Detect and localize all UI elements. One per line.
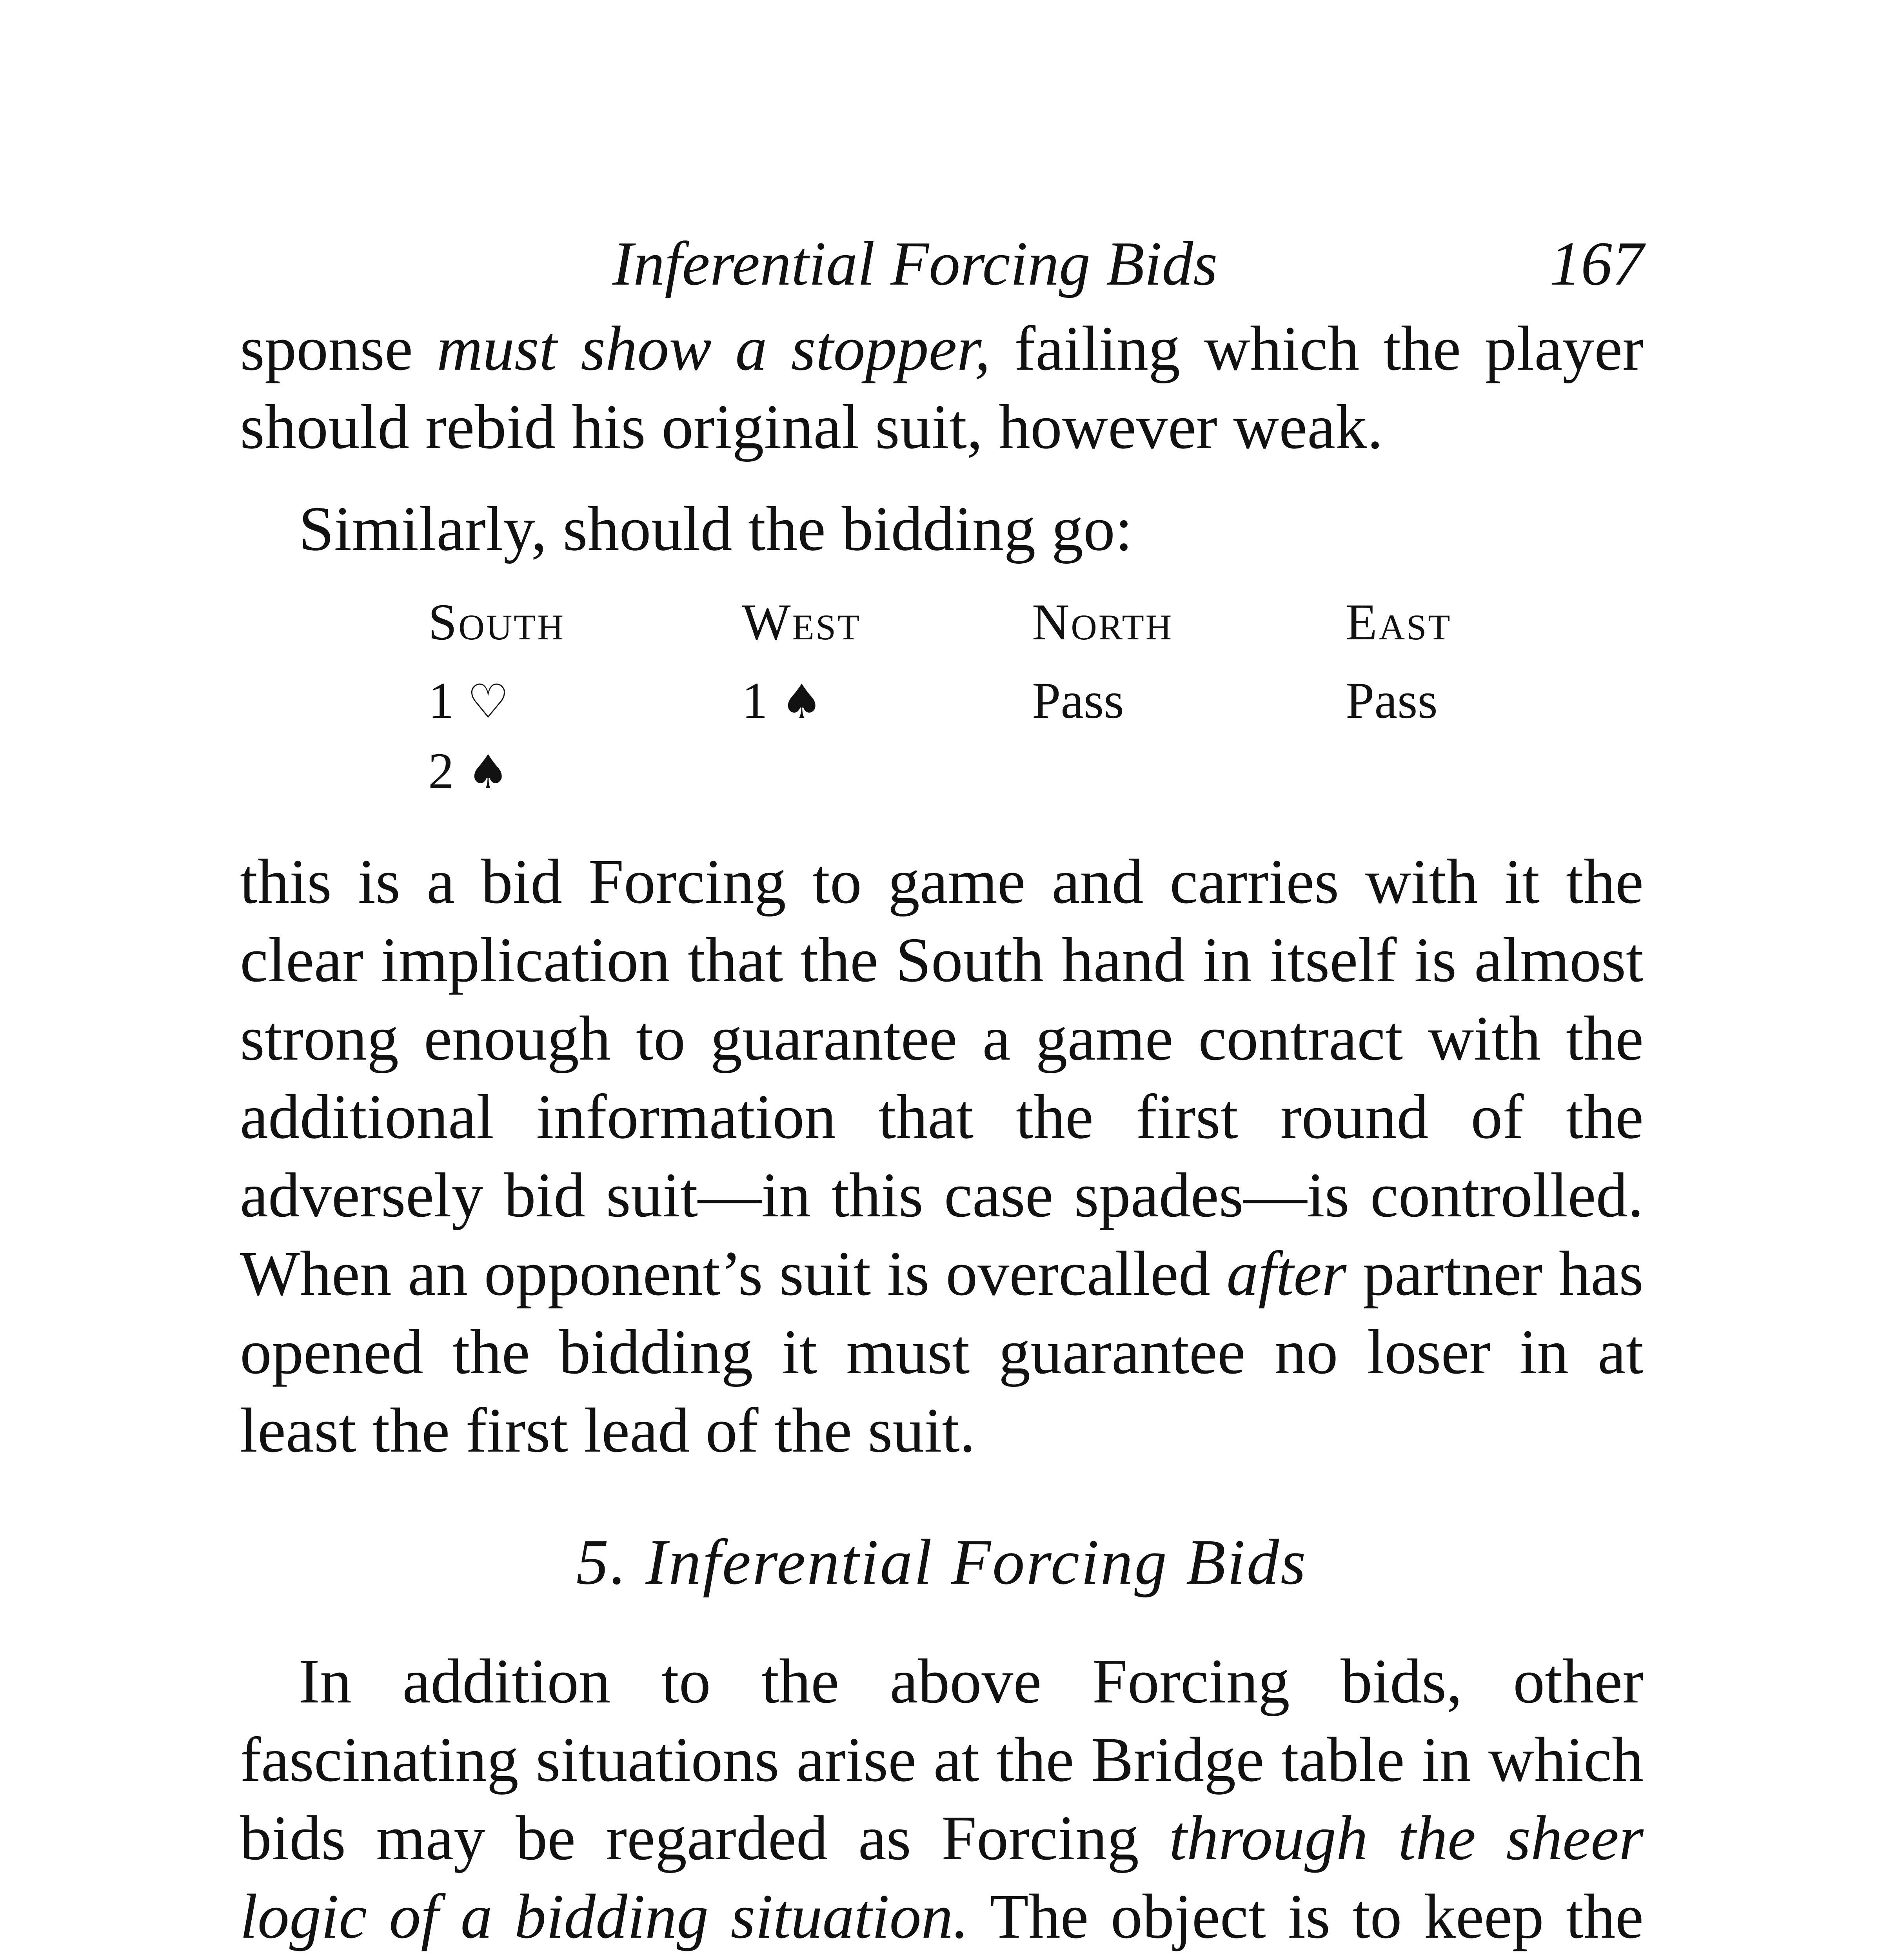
paragraph-4-text: In addition to the above Forcing bids, other fascinating situations arise at the Bridge table in which bids may be regarded as Forcing — [240, 1646, 1644, 1873]
paragraph-3-end: partner has opened the bidding it must guarantee no loser in at least the first lead of the suit. — [240, 1239, 1644, 1466]
paragraph-1 — [240, 310, 1644, 466]
header-west: West — [742, 593, 861, 651]
page-number: 167 — [1549, 229, 1644, 298]
paragraph-1-start: sponse — [240, 314, 437, 384]
bid-west-1 — [742, 670, 823, 730]
bid-level: 2 — [428, 742, 454, 800]
book-page — [240, 220, 1644, 1960]
paragraph-3-emphasis: after — [1226, 1239, 1347, 1309]
paragraph-4 — [240, 1642, 1644, 1960]
section-heading: 5. Inferential Forcing Bids — [576, 1526, 1308, 1598]
paragraph-1-end: failing which the player should rebid his original suit, however weak. — [240, 314, 1644, 462]
paragraph-4-end: The object is to keep the — [990, 1882, 1644, 1952]
spade-icon: ♠ — [781, 675, 823, 729]
bid-east-1: Pass — [1346, 671, 1438, 729]
header-south: South — [428, 593, 565, 651]
header-north: North — [1032, 593, 1173, 651]
bid-north-1: Pass — [1032, 671, 1124, 729]
running-title: Inferential Forcing Bids — [612, 229, 1218, 298]
bid-south-2 — [428, 741, 509, 801]
paragraph-3 — [240, 843, 1644, 1470]
paragraph-2: Similarly, should the bidding go: — [299, 494, 1133, 564]
page-header — [240, 220, 1644, 310]
bidding-table — [240, 592, 1644, 843]
header-east: East — [1346, 593, 1452, 651]
heart-icon: ♡ — [467, 675, 509, 729]
spade-icon: ♠ — [467, 745, 509, 800]
bid-south-1 — [428, 670, 509, 730]
bid-level: 1 — [428, 671, 454, 729]
bid-level: 1 — [742, 671, 768, 729]
paragraph-4-emphasis: through the sheer logic of a bidding situation. — [240, 1803, 1644, 1952]
paragraph-3-text: this is a bid Forcing to game and carries with it the clear implication that the South hand in itself is almost strong enough to guarantee a game contract with the additional information that the first round of the adversely bid suit—in this case spades—is controlled. When an opponent’s suit is overcalled — [240, 847, 1644, 1309]
paragraph-1-emphasis: must show a stopper, — [437, 314, 991, 384]
